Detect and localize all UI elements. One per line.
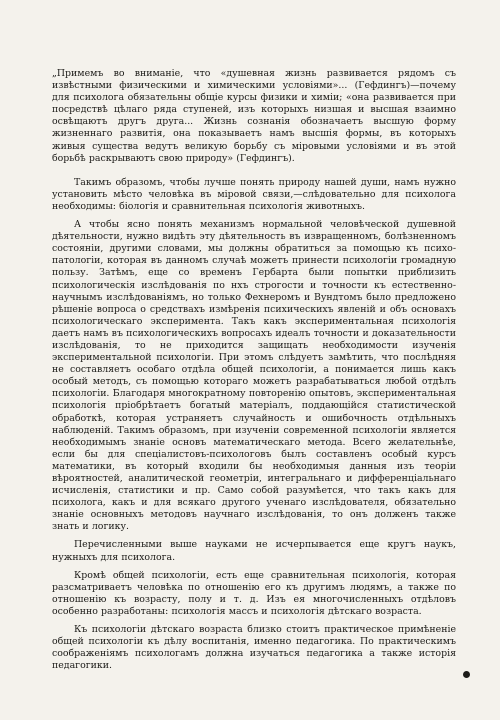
- paragraph-3: А чтобы ясно понять механизмъ нормальной человѣческой душевной дѣятельности, нужно видѣть эту дѣятельность въ извращенномъ, болѣзненномъ состояніи, другими словами, мы должны обратиться за помощью къ психо-патологіи, которая въ данномъ случаѣ можетъ принести психологіи громадную пользу. Затѣмъ, еще со временъ Гербарта были попытки приблизить психологическія изслѣдованія по нхъ строгости и точности къ естественно-научнымъ изслѣдованіямъ, но только Фехнеромъ и Вундтомъ было предложено рѣшеніе вопроса о средствахъ измѣренія психическихъ явленій и объ основахъ психологическаго эксперимента. Такъ какъ экспериментальная психологія даетъ намъ въ психологическихъ вопросахъ идеалъ точности и доказательности изслѣдованія, то не приходится защищать необходимости изученія экспериментальной психологіи. При этомъ слѣдуетъ замѣтить, что послѣдняя не составляетъ особаго отдѣла общей психологіи, а понимается лишь какъ особый методъ, съ помощью котораго можетъ разрабатываться любой отдѣлъ психологіи. Благодаря многократному повторенію опытовъ, экспериментальная психологія пріобрѣтаетъ богатый матеріалъ, поддающійся статистической обработкѣ, которая устраняетъ случайность и ошибочность отдѣльныхъ наблюденій. Такимъ образомъ, при изученіи современной психологіи является необходимымъ знаніе основъ математическаго метода. Всего желательнѣе, если бы для спеціалистовъ-психологовъ былъ составленъ особый курсъ математики, въ который входили бы необходимыя данныя изъ теоріи вѣроятностей, аналитической геометріи, интегральнаго и дифференціальнаго исчисленія, статистики и пр. Само собой разумѣется, что такъ какъ для психолога, какъ и для всякаго другого ученаго изслѣдователя, обязательно знаніе основныхъ методовъ научнаго изслѣдованія, то онъ долженъ также знать и логику.: [52, 219, 456, 533]
- paragraph-5: Кромѣ общей психологіи, есть еще сравнительная психологія, которая разсматриваетъ человѣка по отношенію его къ другимъ людямъ, а также по отношенію къ возрасту, полу и т. д. Изъ ея многочисленныхъ отдѣловъ особенно разработаны: психологія массъ и психологія дѣтскаго возраста.: [52, 569, 456, 617]
- ink-spot-mark: [463, 671, 470, 678]
- paragraph-6: Къ психологіи дѣтскаго возраста близко стоитъ практическое примѣненіе общей психологіи къ дѣлу воспитанія, именно педагогика. По практическимъ соображеніямъ психологамъ должна изучаться педагогика а также исторія педагогики.: [52, 624, 456, 672]
- paragraph-1: „Примемъ во вниманіе, что «душевная жизнь развивается рядомъ съ извѣстными физическими и химическими условіями»... (Гефдингъ)—почему для психолога обязательны общіе курсы физики и химіи; «она развивается при посредствѣ цѣлаго ряда ступеней, изъ которыхъ низшая и высшая взаимно освѣщаютъ другъ друга... Жизнь сознанія обозначаетъ высшую форму жизненнаго развитія, она показываетъ намъ высшія формы, въ которыхъ живыя существа ведутъ великую борьбу съ міровыми условіями и въ этой борьбѣ раскрываютъ свою природу» (Гефдингъ).: [52, 68, 456, 164]
- paragraph-2: Такимъ образомъ, чтобы лучше понять природу нашей души, намъ нужно установить мѣсто человѣка въ міровой связи,—слѣдовательно для психолога необходимы: біологія и сравнительная психологія животныхъ.: [52, 176, 456, 212]
- paragraph-4: Перечисленными выше науками не исчерпывается еще кругъ наукъ, нужныхъ для психолога.: [52, 539, 456, 563]
